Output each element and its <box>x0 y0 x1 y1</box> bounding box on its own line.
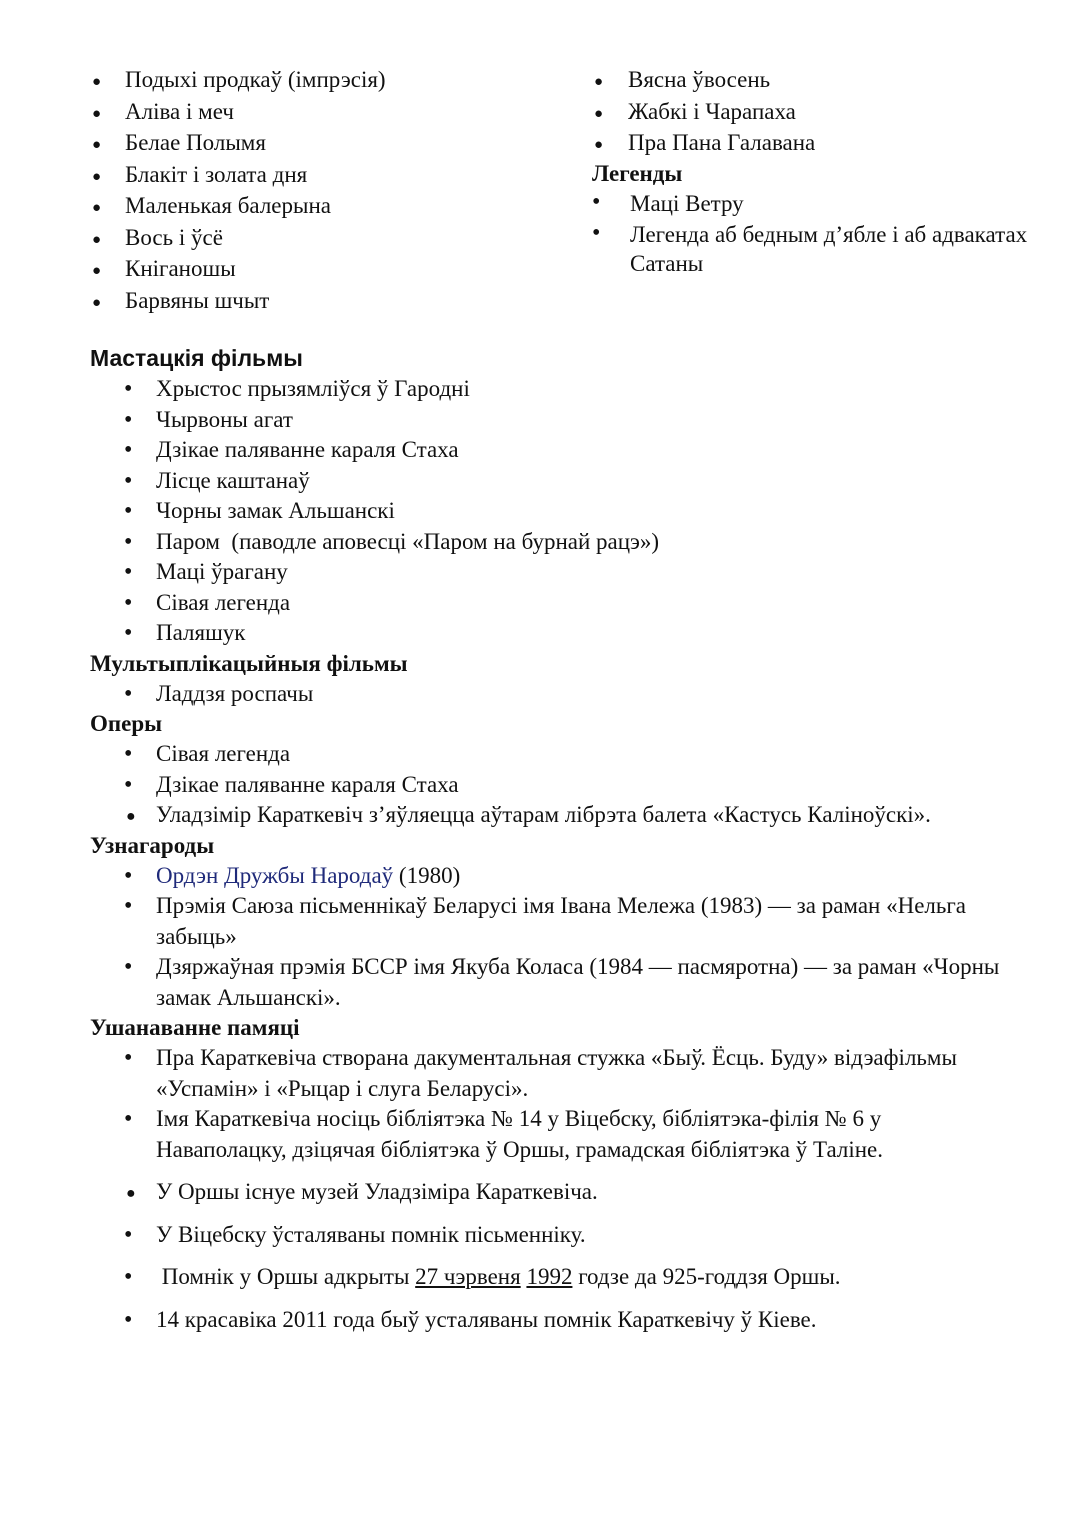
legends-list <box>592 189 1032 278</box>
list-item: • Імя Караткевіча носіць бібліятэка № 14 у Віцебску, бібліятэка-філія № 6 у Наваполацку, дзіцячая бібліятэка ў Оршы, грамадская бібліятэка ў Таліне. <box>124 1106 883 1162</box>
bullet-icon: • <box>124 528 133 555</box>
list-item: ● Подыхі продкаў (імпрэсія) <box>90 64 570 96</box>
bullet-icon: • <box>124 559 133 585</box>
list-item: • Чорны замак Альшанскі <box>90 496 1010 527</box>
list-item: • Ладдзя роспачы <box>90 679 1010 710</box>
bullet-icon: ● <box>92 105 102 122</box>
list-item: • Дзікае паляванне караля Стаха <box>90 770 1010 801</box>
list-item: • Легенда аб бедным д’ябле і аб адвакатах Сатаны <box>592 219 1028 276</box>
bullet-icon: • <box>124 1045 133 1071</box>
list-item: ● Маленькая балерына <box>90 190 570 222</box>
bullet-icon: ● <box>126 808 136 825</box>
awards-list <box>90 861 1010 1014</box>
list-item: ● Белае Полымя <box>90 127 570 159</box>
works-list-left <box>90 64 570 316</box>
bullet-icon: ● <box>594 137 604 153</box>
bullet-icon: • <box>124 376 133 402</box>
list-item: • Паром (паводле аповесці «Паром на бурнай рацэ») <box>90 527 1010 558</box>
operas-list <box>90 739 1010 831</box>
list-item: • Чырвоны агат <box>90 405 1010 436</box>
memory-heading: Ушанаванне памяці <box>90 1015 300 1040</box>
list-item: ● У Оршы існуе музей Уладзіміра Караткевіча. <box>90 1177 1010 1208</box>
bullet-icon: • <box>124 1221 133 1248</box>
bullet-icon: ● <box>594 105 604 122</box>
bullet-icon: • <box>124 467 133 494</box>
bullet-icon: ● <box>92 200 102 216</box>
bullet-icon: ● <box>92 137 102 153</box>
bullet-icon: • <box>124 771 133 798</box>
bullet-icon: • <box>124 406 133 433</box>
bullet-icon: • <box>124 680 133 707</box>
bullet-icon: • <box>124 437 133 463</box>
bullet-icon: ● <box>92 74 102 90</box>
list-item: ● Уладзімір Караткевіч з’яўляецца аўтарам лібрэта балета «Кастусь Каліноўскі». <box>90 800 1010 831</box>
animated-films-heading: Мультыплікацыйныя фільмы <box>90 650 408 676</box>
animated-films-list <box>90 679 1010 710</box>
bullet-icon: • <box>124 893 133 919</box>
bullet-icon: • <box>592 219 601 246</box>
list-item: ● Барвяны шчыт <box>90 285 570 317</box>
order-link[interactable]: Ордэн Дружбы Народаў <box>156 862 394 888</box>
feature-films-heading: Мастацкія фільмы <box>90 345 303 371</box>
list-item: • Дзяржаўная прэмія БССР імя Якуба Коласа (1984 — пасмяротна) — за раман «Чорны замак Альшанскі». <box>124 954 1000 1010</box>
bullet-icon: • <box>124 498 133 524</box>
works-list-right <box>592 64 1032 159</box>
bullet-icon: ● <box>92 168 102 185</box>
list-item: ● Вось і ўсё <box>90 222 570 254</box>
top-right-column <box>592 64 1032 280</box>
bullet-icon: • <box>124 862 133 889</box>
bullet-icon: • <box>124 589 133 616</box>
bullet-icon: ● <box>594 74 604 90</box>
legends-heading: Легенды <box>592 160 683 186</box>
operas-heading: Оперы <box>90 711 163 736</box>
bullet-icon: ● <box>92 294 102 311</box>
list-item: • У Віцебску ўсталяваны помнік пісьменніку. <box>90 1220 1010 1251</box>
list-item: • Дзікае паляванне караля Стаха <box>90 435 1010 466</box>
bullet-icon: • <box>124 741 133 767</box>
top-left-column <box>90 64 570 316</box>
bullet-icon: ● <box>92 231 102 248</box>
list-item: • Прэмія Саюза пісьменнікаў Беларусі імя Івана Мележа (1983) — за раман «Нельга забыць» <box>124 893 967 949</box>
list-item: ● Вясна ўвосень <box>592 64 1032 96</box>
list-item: • Ордэн Дружбы Народаў (1980) <box>90 861 1010 892</box>
bullet-icon: ● <box>92 263 102 279</box>
bullet-icon: • <box>124 1306 133 1333</box>
year-link[interactable]: 1992 <box>526 1264 573 1289</box>
date-link[interactable]: 27 чэрвеня <box>415 1264 521 1289</box>
list-item: ● Блакіт і золата дня <box>90 159 570 191</box>
list-item: • Лісце каштанаў <box>90 466 1010 497</box>
list-item: • Сівая легенда <box>90 739 1010 770</box>
list-item: ● Жабкі і Чарапаха <box>592 96 1032 128</box>
bullet-icon: • <box>124 620 133 646</box>
list-item: • Помнік у Оршы адкрыты 27 чэрвеня 1992 годзе да 925-годдзя Оршы. <box>90 1262 1010 1293</box>
list-item: ● Кніганошы <box>90 253 570 285</box>
bullet-icon: • <box>124 954 133 980</box>
list-item: • Пра Караткевіча створана дакументальная стужка «Быў. Ёсць. Буду» відэафільмы «Успамін» і «Рыцар і слуга Беларусі». <box>124 1045 957 1101</box>
list-item: • Хрыстос прызямліўся ў Гародні <box>90 374 1010 405</box>
list-item: ● Аліва і меч <box>90 96 570 128</box>
bullet-icon: • <box>124 1106 133 1132</box>
list-item: • 14 красавіка 2011 года быў усталяваны помнік Караткевічу ў Кіеве. <box>90 1305 1010 1336</box>
awards-heading: Узнагароды <box>90 832 215 858</box>
list-item: • Маці Ветру <box>592 188 744 216</box>
list-item: • Маці ўрагану <box>90 557 1010 588</box>
bullet-icon: • <box>592 188 601 215</box>
bullet-icon: ● <box>126 1185 136 1202</box>
list-item: • Паляшук <box>90 618 1010 649</box>
list-item: • Сівая легенда <box>90 588 1010 619</box>
main-sections <box>90 342 1010 1335</box>
feature-films-list <box>90 374 1010 649</box>
memory-list <box>90 1043 1010 1335</box>
list-item: ● Пра Пана Галавана <box>592 127 1032 159</box>
bullet-icon: • <box>124 1264 133 1290</box>
